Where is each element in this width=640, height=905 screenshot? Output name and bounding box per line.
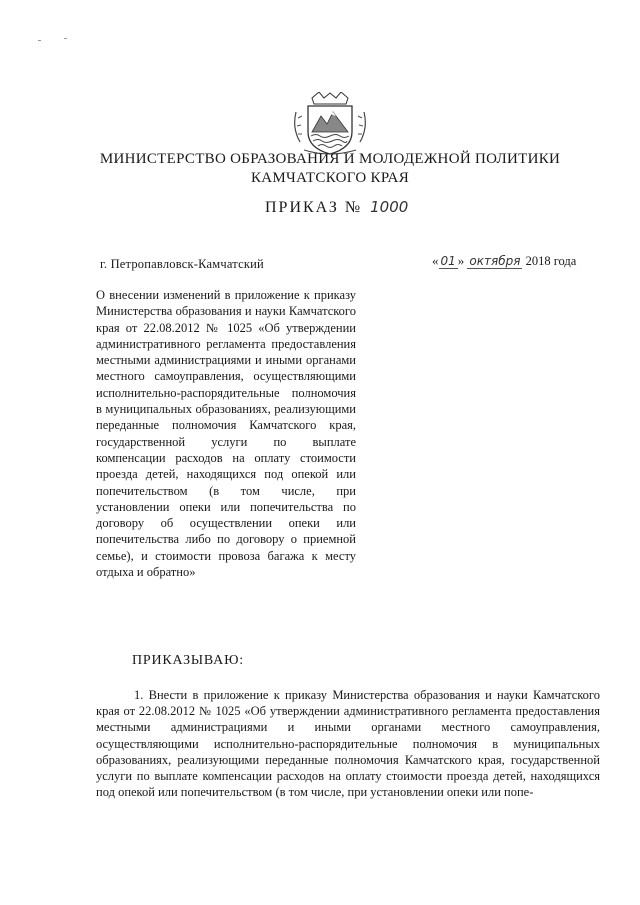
order-subject: О внесении изменений в приложение к приказу Министерства образования и науки Камчатского края от 22.08.2012 № 1025 «Об утверждении административного регламента предоставления местными администрациями и иными органами местного самоуправления, осуществляющими исполнительно-распорядительные полномочия в муниципальных образованиях, реализующими переданные полномочия Камчатского края, государственной услуги по выплате компенсации расходов на оплату стоимости проезда детей, находящихся под опекой или попечительством (в том числе, при установлении опеки или попечительства по договору об осуществлении опеки или попечительства либо по договору о приемной семье), и стоимости провоза багажа к месту отдыха и обратно» [96,288,356,580]
date-close-quote: » [457,253,465,268]
scan-speck [64,38,67,39]
orders-heading: ПРИКАЗЫВАЮ: [132,653,244,668]
order-number-handwritten: 1000 [370,198,409,216]
ministry-line-1: МИНИСТЕРСТВО ОБРАЗОВАНИЯ И МОЛОДЕЖНОЙ ПОЛИТИКИ [99,151,561,167]
order-title [265,198,425,217]
order-body-paragraph: 1. Внести в приложение к приказу Министерства образования и науки Камчатского края от 22.08.2012 № 1025 «Об утверждении административного регламента предоставления местными администрациями и иными органами местного самоуправления, осуществляющими исполнительно-распорядительные полномочия в муниципальных образованиях, реализующими переданные полномочия Камчатского края, государственной услуги по выплате компенсации расходов на оплату стоимости проезда детей, находящихся под опекой или попечительством (в том числе, при установлении опеки или попе- [96,688,600,800]
scan-speck [38,40,41,41]
order-label: ПРИКАЗ № [265,199,363,216]
ministry-line-2: КАМЧАТСКОГО КРАЯ [250,170,409,186]
date-month-handwritten: октября [469,254,521,268]
date-open-quote: « [432,253,439,268]
order-date [432,253,602,269]
date-day-handwritten: 01 [440,254,456,268]
city-name: г. Петропавловск-Камчатский [100,257,264,271]
coat-of-arms-emblem-icon [292,92,368,158]
ministry-name [60,150,600,188]
date-year: 2018 года [525,254,577,268]
